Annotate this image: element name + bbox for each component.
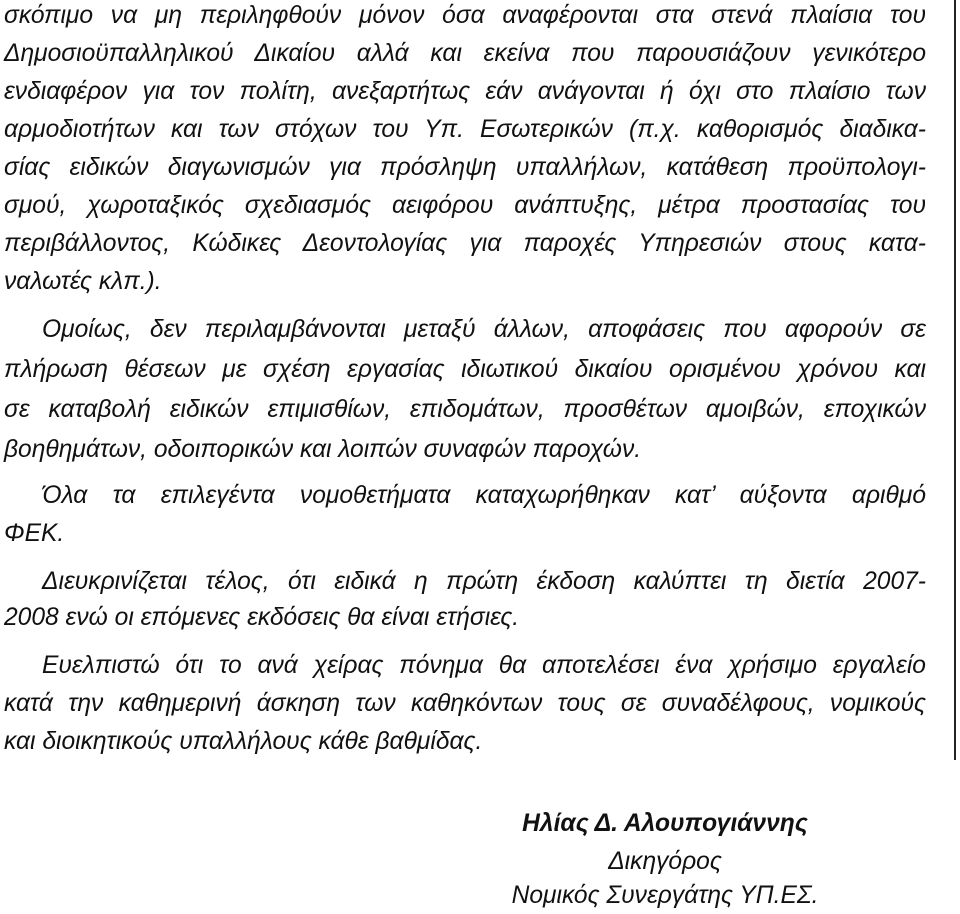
margin-rule xyxy=(954,0,956,760)
text-line: σκόπιμο να μη περιληφθούν μόνον όσα αναφέρονται στα στενά πλαίσια του xyxy=(4,2,926,29)
signature-title: Δικηγόρος xyxy=(608,848,722,875)
paragraph-first-line: Ευελπιστώ ότι το ανά χείρας πόνημα θα αποτελέσει ένα χρήσιμο εργαλείο xyxy=(42,652,926,679)
text-line: βοηθημάτων, οδοιπορικών και λοιπών συναφών παροχών. xyxy=(4,436,642,463)
text-line: κατά την καθημερινή άσκηση των καθηκόντων τους σε συναδέλφους, νομικούς xyxy=(4,690,926,717)
text-line: αρμοδιοτήτων και των στόχων του Υπ. Εσωτερικών (π.χ. καθορισμός διαδικα- xyxy=(4,116,926,143)
text-line: ενδιαφέρον για τον πολίτη, ανεξαρτήτως εάν ανάγονται ή όχι στο πλαίσιο των xyxy=(4,78,926,105)
signature-name: Ηλίας Δ. Αλουπογιάννης xyxy=(522,810,808,837)
paragraph-first-line: Ομοίως, δεν περιλαμβάνονται μεταξύ άλλων, αποφάσεις που αφορούν σε xyxy=(42,316,926,343)
text-line: και διοικητικούς υπαλλήλους κάθε βαθμίδας. xyxy=(4,728,483,755)
text-line: ΦΕΚ. xyxy=(4,520,65,547)
text-line: ναλωτές κλπ.). xyxy=(4,268,162,295)
text-line: σμού, χωροταξικός σχεδιασμός αειφόρου ανάπτυξης, μέτρα προστασίας του xyxy=(4,192,926,219)
paragraph-first-line: Διευκρινίζεται τέλος, ότι ειδικά η πρώτη έκδοση καλύπτει τη διετία 2007- xyxy=(42,568,926,595)
text-line: σε καταβολή ειδικών επιμισθίων, επιδομάτων, προσθέτων αμοιβών, εποχικών xyxy=(4,396,926,423)
text-line: πλήρωση θέσεων με σχέση εργασίας ιδιωτικού δικαίου ορισμένου χρόνου και xyxy=(4,356,926,383)
text-line: 2008 ενώ οι επόμενες εκδόσεις θα είναι ετήσιες. xyxy=(4,604,520,631)
text-line: σίας ειδικών διαγωνισμών για πρόσληψη υπαλλήλων, κατάθεση προϋπολογι- xyxy=(4,154,926,181)
text-line: περιβάλλοντος, Κώδικες Δεοντολογίας για παροχές Υπηρεσιών στους κατα- xyxy=(4,230,926,257)
paragraph-first-line: Όλα τα επιλεγέντα νομοθετήματα καταχωρήθηκαν κατ’ αύξοντα αριθμό xyxy=(42,482,926,509)
text-line: Δημοσιοϋπαλληλικού Δικαίου αλλά και εκείνα που παρουσιάζουν γενικότερο xyxy=(4,40,926,67)
signature-position: Νομικός Συνεργάτης ΥΠ.ΕΣ. xyxy=(511,882,819,909)
